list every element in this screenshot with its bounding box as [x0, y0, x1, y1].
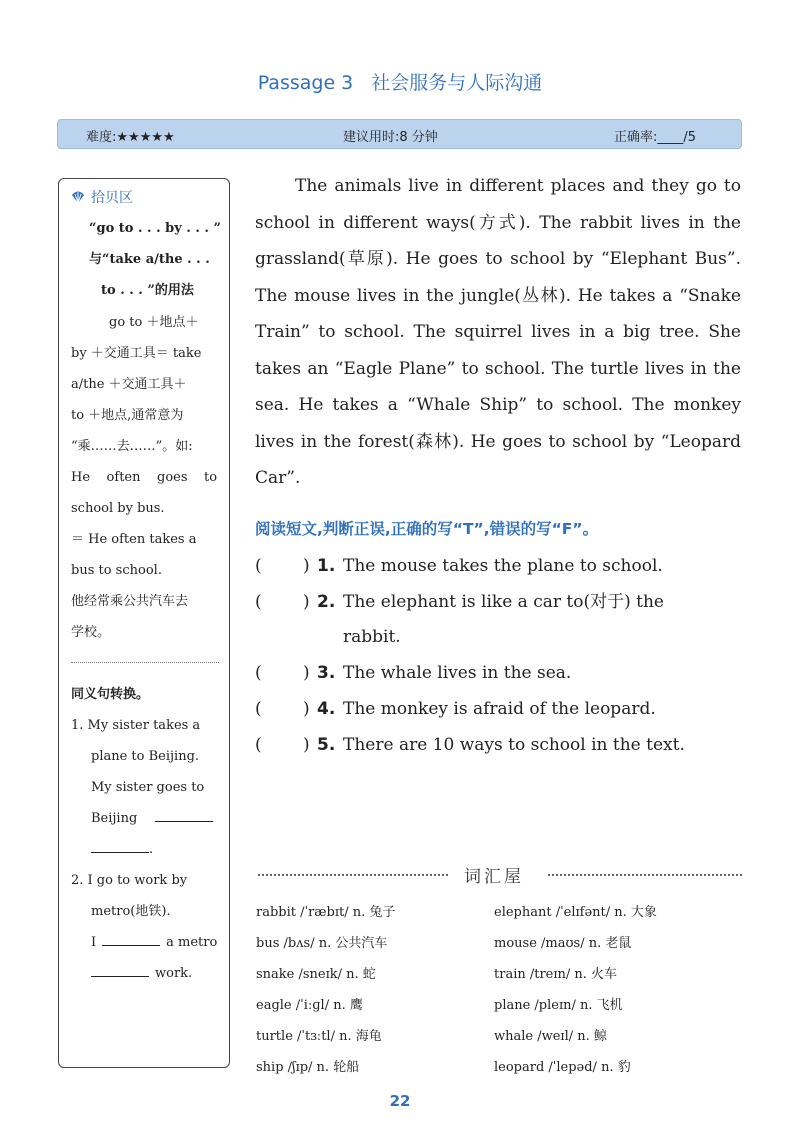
dotted-rule — [548, 874, 742, 876]
vocab-item: mouse /maʊs/ n. 老鼠 — [494, 936, 632, 951]
example-line: school by bus. — [71, 501, 165, 516]
vocab-item: train /treɪn/ n. 火车 — [494, 967, 618, 982]
answer-paren[interactable]: ( — [255, 556, 262, 576]
sidebar-header — [71, 183, 133, 214]
exercise-line: metro(地铁). — [91, 904, 171, 919]
usage-heading-line: to . . . ”的用法 — [101, 283, 194, 298]
explanation-line: by ＋交通工具＝ take — [71, 346, 202, 361]
exercise-line: Beijing — [91, 803, 219, 834]
explanation-line: go to ＋地点＋ — [109, 315, 199, 330]
answer-paren[interactable]: ( — [255, 699, 262, 719]
explanation-line: “乘……去……”。如: — [71, 439, 193, 454]
exercise-line: . — [91, 834, 219, 865]
exercise-line: plane to Beijing. — [91, 749, 200, 764]
sidebar-title: 拾贝区 — [91, 190, 133, 206]
exercise-line: 2. I go to work by — [71, 873, 188, 888]
suggested-time: 建议用时:8 分钟 — [343, 130, 438, 145]
passage-paragraph: The animals live in different places and they go to school in different ways(方式). The rabbit lives in the grassland(草原). He goes to school by “Elephant Bus”. The mouse lives in the jungle(丛林). He takes a “Snake Train” to school. The squirrel lives in a big tree. She takes an “Eagle Plane” to school. The turtle lives in the sea. He takes a “Whale Ship” to school. The monkey lives in the forest(森林). He goes to school by “Leopard Car”. — [255, 176, 741, 488]
explanation-line: a/the ＋交通工具＋ — [71, 377, 187, 392]
example-line: ＝ He often takes a — [71, 532, 197, 547]
exercise-line: 1. My sister takes a — [71, 718, 201, 733]
vocab-item: plane /pleɪn/ n. 飞机 — [494, 998, 623, 1013]
shell-icon — [71, 190, 85, 204]
vocab-item: turtle /ˈtɜːtl/ n. 海龟 — [256, 1029, 382, 1044]
exercise-line: My sister goes to — [91, 780, 205, 795]
vocab-item: leopard /ˈlepəd/ n. 豹 — [494, 1060, 631, 1075]
answer-blank[interactable] — [91, 838, 149, 853]
passage-title — [0, 68, 800, 95]
dotted-rule — [258, 874, 448, 876]
answer-paren[interactable]: ( — [255, 592, 262, 612]
example-line: 学校。 — [71, 625, 111, 640]
reading-passage — [255, 168, 741, 497]
example-line: He often goes to — [71, 470, 218, 485]
vocab-item: eagle /ˈiːɡl/ n. 鹰 — [256, 998, 363, 1013]
usage-heading-line: 与“take a/the . . . — [89, 252, 210, 267]
vocab-item: bus /bʌs/ n. 公共汽车 — [256, 936, 388, 951]
exercise-line: I a metro — [91, 927, 219, 958]
usage-heading-line: “go to . . . by . . . ” — [89, 221, 221, 236]
difficulty-rating: 难度:★★★★★ — [86, 130, 175, 145]
vocab-item: whale /weɪl/ n. 鲸 — [494, 1029, 607, 1044]
passage-number: Passage 3 — [257, 72, 354, 94]
answer-blank[interactable] — [102, 931, 160, 946]
explanation-line: to ＋地点,通常意为 — [71, 408, 184, 423]
vocab-item: snake /sneɪk/ n. 蛇 — [256, 967, 376, 982]
answer-paren[interactable]: ( — [255, 735, 262, 755]
accuracy-rate: 正确率:____/5 — [614, 130, 697, 145]
page-number: 22 — [389, 1092, 411, 1110]
sidebar-divider — [71, 662, 219, 663]
question-instruction: 阅读短文,判断正误,正确的写“T”,错误的写“F”。 — [255, 520, 599, 538]
tips-sidebar — [58, 178, 230, 1068]
answer-paren[interactable]: ( — [255, 663, 262, 683]
vocab-item: rabbit /ˈræbɪt/ n. 兔子 — [256, 905, 396, 920]
answer-blank[interactable] — [155, 807, 213, 822]
passage-topic: 社会服务与人际沟通 — [371, 72, 543, 94]
example-line: bus to school. — [71, 563, 162, 578]
example-line: 他经常乘公共汽车去 — [71, 594, 189, 609]
info-bar — [57, 119, 742, 149]
vocab-item: ship /ʃɪp/ n. 轮船 — [256, 1060, 360, 1075]
vocab-item: elephant /ˈelɪfənt/ n. 大象 — [494, 905, 657, 920]
vocabulary-header — [258, 862, 742, 886]
exercise-title: 同义句转换。 — [71, 687, 150, 702]
exercise-line: work. — [91, 958, 219, 989]
vocabulary-title: 词汇屋 — [464, 867, 524, 887]
answer-blank[interactable] — [91, 962, 149, 977]
